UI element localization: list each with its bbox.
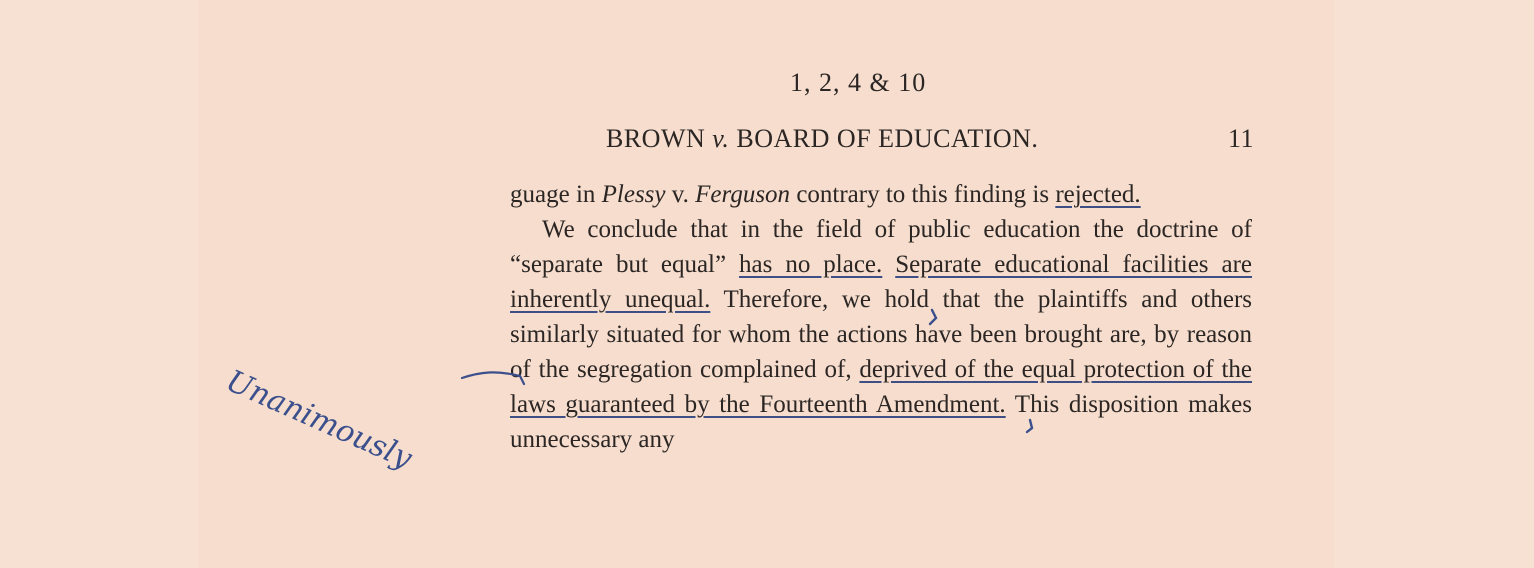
text-run: This disposition makes unnecessary any (510, 391, 1252, 453)
running-head (606, 124, 1254, 154)
paragraph-conclusion (510, 212, 1252, 457)
text-run: contrary to this finding is (790, 181, 1056, 208)
case-name-ferguson: Ferguson (695, 181, 791, 208)
paragraph-continuation (510, 177, 1252, 212)
opinion-text (510, 177, 1252, 457)
text-run: We conclude that in the field of public education the doctrine of “separate but equal” (510, 216, 1252, 278)
running-head-title (606, 124, 1038, 154)
case-defendant: BOARD OF EDUCATION. (736, 124, 1039, 153)
slip-sections-label: 1, 2, 4 & 10 (790, 68, 927, 97)
case-versus: v. (712, 124, 730, 153)
page-number: 11 (1227, 124, 1254, 153)
text-run: v. (665, 181, 696, 208)
underlined-rejected: rejected. (1055, 181, 1141, 208)
text-run: Therefore, we hold that the plaintiffs and others similarly situated for whom the actions have been brought are, by reason of the segregation complained of, (510, 286, 1252, 383)
text-run (882, 251, 895, 278)
underlined-equal-protection: deprived of the equal protection of the laws guaranteed by the Fourteenth Amendment. (510, 356, 1252, 418)
case-plaintiff: BROWN (606, 124, 706, 153)
case-name-plessy: Plessy (601, 181, 666, 208)
text-run: guage in (510, 181, 602, 208)
handwritten-margin-note: Unanimously (220, 363, 418, 477)
underlined-inherently-unequal: Separate educational facilities are inherently unequal. (510, 251, 1253, 313)
underlined-no-place: has no place. (739, 251, 883, 278)
